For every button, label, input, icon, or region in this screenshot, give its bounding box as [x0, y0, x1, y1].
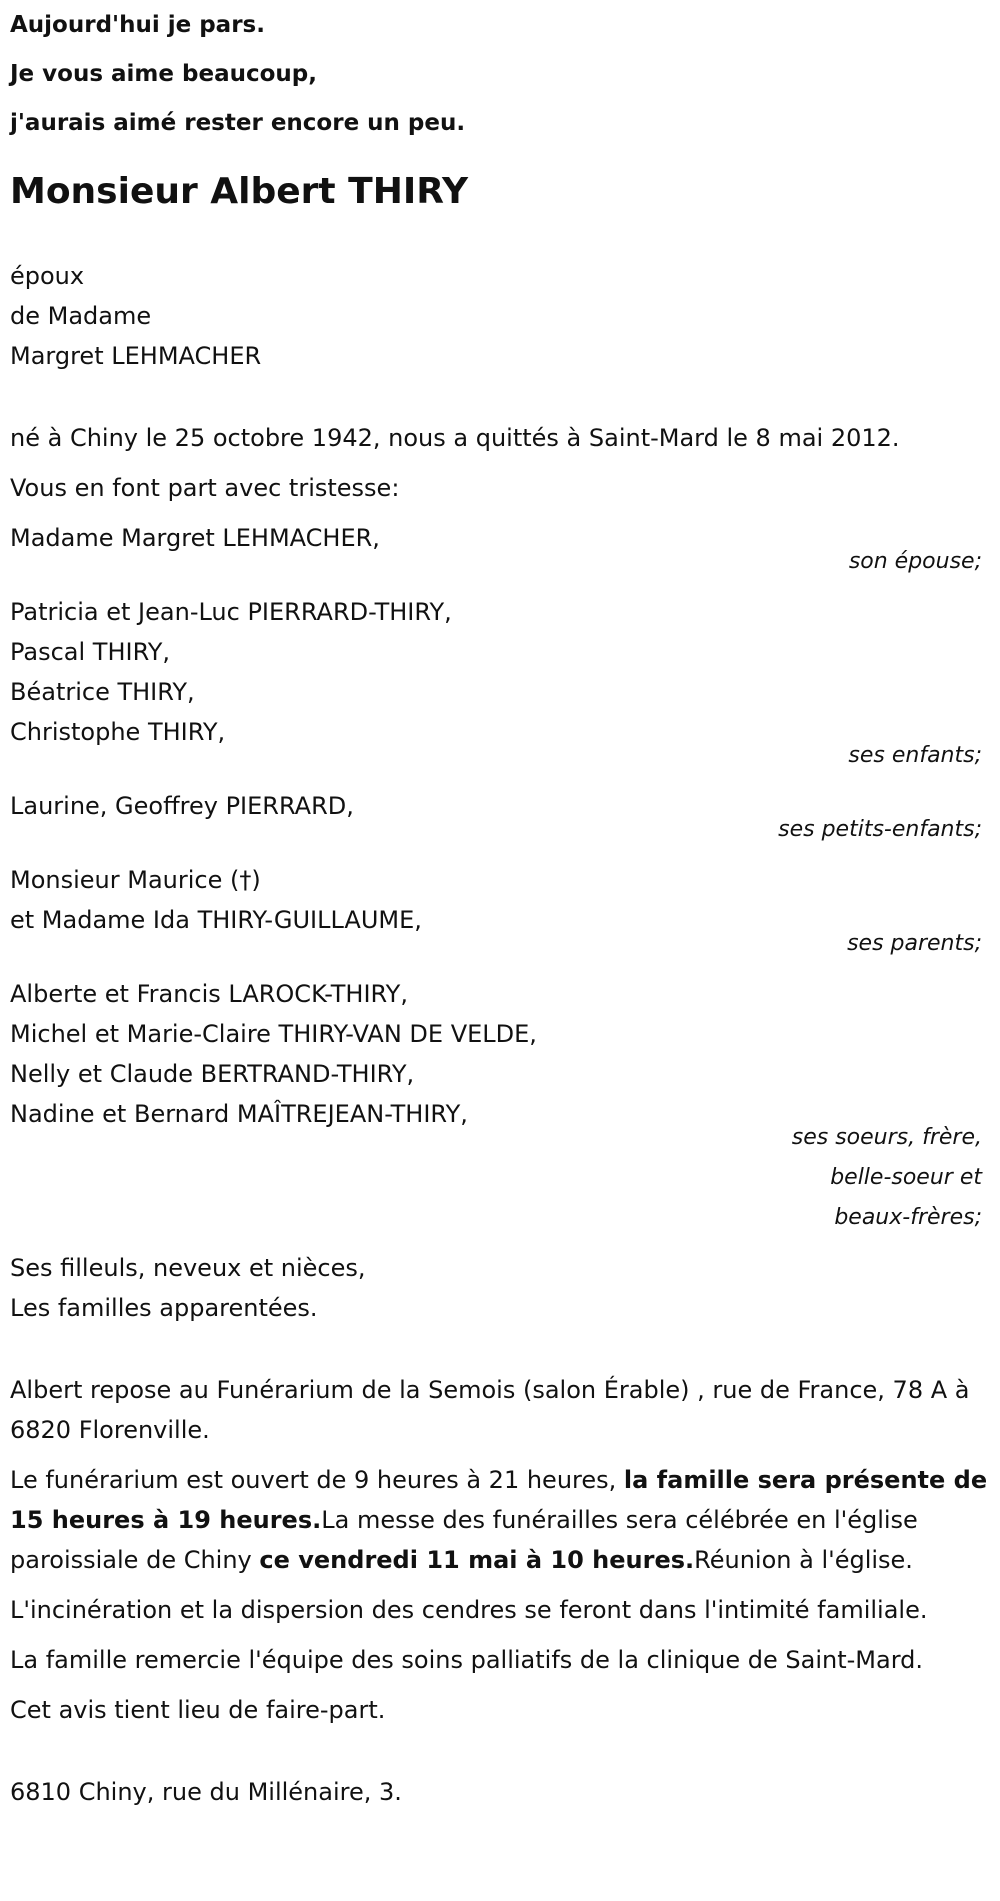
spouse-line: de Madame — [10, 302, 152, 330]
other-line: Les familles apparentées. — [10, 1294, 318, 1322]
intro: Vous en font part avec tristesse: — [10, 474, 400, 502]
family-name: Nadine et Bernard MAÎTREJEAN-THIRY, — [10, 1100, 468, 1128]
other-relatives — [10, 1248, 990, 1328]
family-role: son épouse; — [848, 549, 982, 574]
hours-text: Réunion à l'église. — [694, 1546, 913, 1574]
poem — [10, 1, 990, 148]
family-name: et Madame Ida THIRY-GUILLAUME, — [10, 906, 422, 934]
family-role: ses enfants; — [848, 743, 982, 768]
deceased-name: Monsieur Albert THIRY — [10, 171, 469, 212]
family-name: Madame Margret LEHMACHER, — [10, 524, 380, 552]
family-name: Monsieur Maurice (†) — [10, 866, 261, 894]
family-name: Michel et Marie-Claire THIRY-VAN DE VELDE, — [10, 1020, 537, 1048]
family-name: Christophe THIRY, — [10, 718, 226, 746]
hours-bold: ce vendredi 11 mai à 10 heures. — [259, 1546, 695, 1574]
incineration-info: L'incinération et la dispersion des cendres se feront dans l'intimité familiale. — [10, 1596, 928, 1624]
family-name: Nelly et Claude BERTRAND-THIRY, — [10, 1060, 415, 1088]
poem-line: Je vous aime beaucoup, — [10, 61, 317, 87]
family-name: Patricia et Jean-Luc PIERRARD-THIRY, — [10, 598, 452, 626]
family-name: Laurine, Geoffrey PIERRARD, — [10, 792, 354, 820]
hours-text: La messe des funérailles sera célébrée en l'église paroissiale de Chiny — [10, 1506, 918, 1574]
family-name: Béatrice THIRY, — [10, 678, 195, 706]
hours-text: Le funérarium est ouvert de 9 heures à 21 heures, — [10, 1466, 624, 1494]
family-role: ses petits-enfants; — [778, 817, 982, 842]
hours-bold: la famille sera présente de 15 heures à 19 heures. — [10, 1466, 988, 1534]
spouse-info — [10, 256, 990, 376]
poem-line: j'aurais aimé rester encore un peu. — [10, 110, 466, 136]
notice: Cet avis tient lieu de faire-part. — [10, 1696, 386, 1724]
thanks: La famille remercie l'équipe des soins palliatifs de la clinique de Saint-Mard. — [10, 1646, 924, 1674]
family-role: ses soeurs, frère, — [791, 1125, 982, 1150]
family-group-grandchildren — [10, 786, 990, 850]
spouse-line: époux — [10, 262, 85, 290]
family-name: Pascal THIRY, — [10, 638, 171, 666]
family-role: ses parents; — [847, 931, 982, 956]
birth-death: né à Chiny le 25 octobre 1942, nous a quittés à Saint-Mard le 8 mai 2012. — [10, 424, 900, 452]
family-role: belle-soeur et — [830, 1165, 982, 1190]
family-role: beaux-frères; — [834, 1205, 982, 1230]
poem-line: Aujourd'hui je pars. — [10, 12, 265, 38]
family-name: Alberte et Francis LAROCK-THIRY, — [10, 980, 408, 1008]
other-line: Ses filleuls, neveux et nièces, — [10, 1254, 366, 1282]
family-group-spouse — [10, 518, 990, 582]
family-group-children — [10, 592, 990, 776]
family-group-siblings — [10, 974, 990, 1238]
repose-info: Albert repose au Funérarium de la Semois (salon Érable) , rue de France, 78 A à 6820 Florenville. — [10, 1376, 970, 1444]
spouse-line: Margret LEHMACHER — [10, 342, 262, 370]
address: 6810 Chiny, rue du Millénaire, 3. — [10, 1778, 402, 1806]
family-group-parents — [10, 860, 990, 964]
obituary-page — [0, 1, 1000, 1901]
visiting-hours — [10, 1460, 990, 1580]
